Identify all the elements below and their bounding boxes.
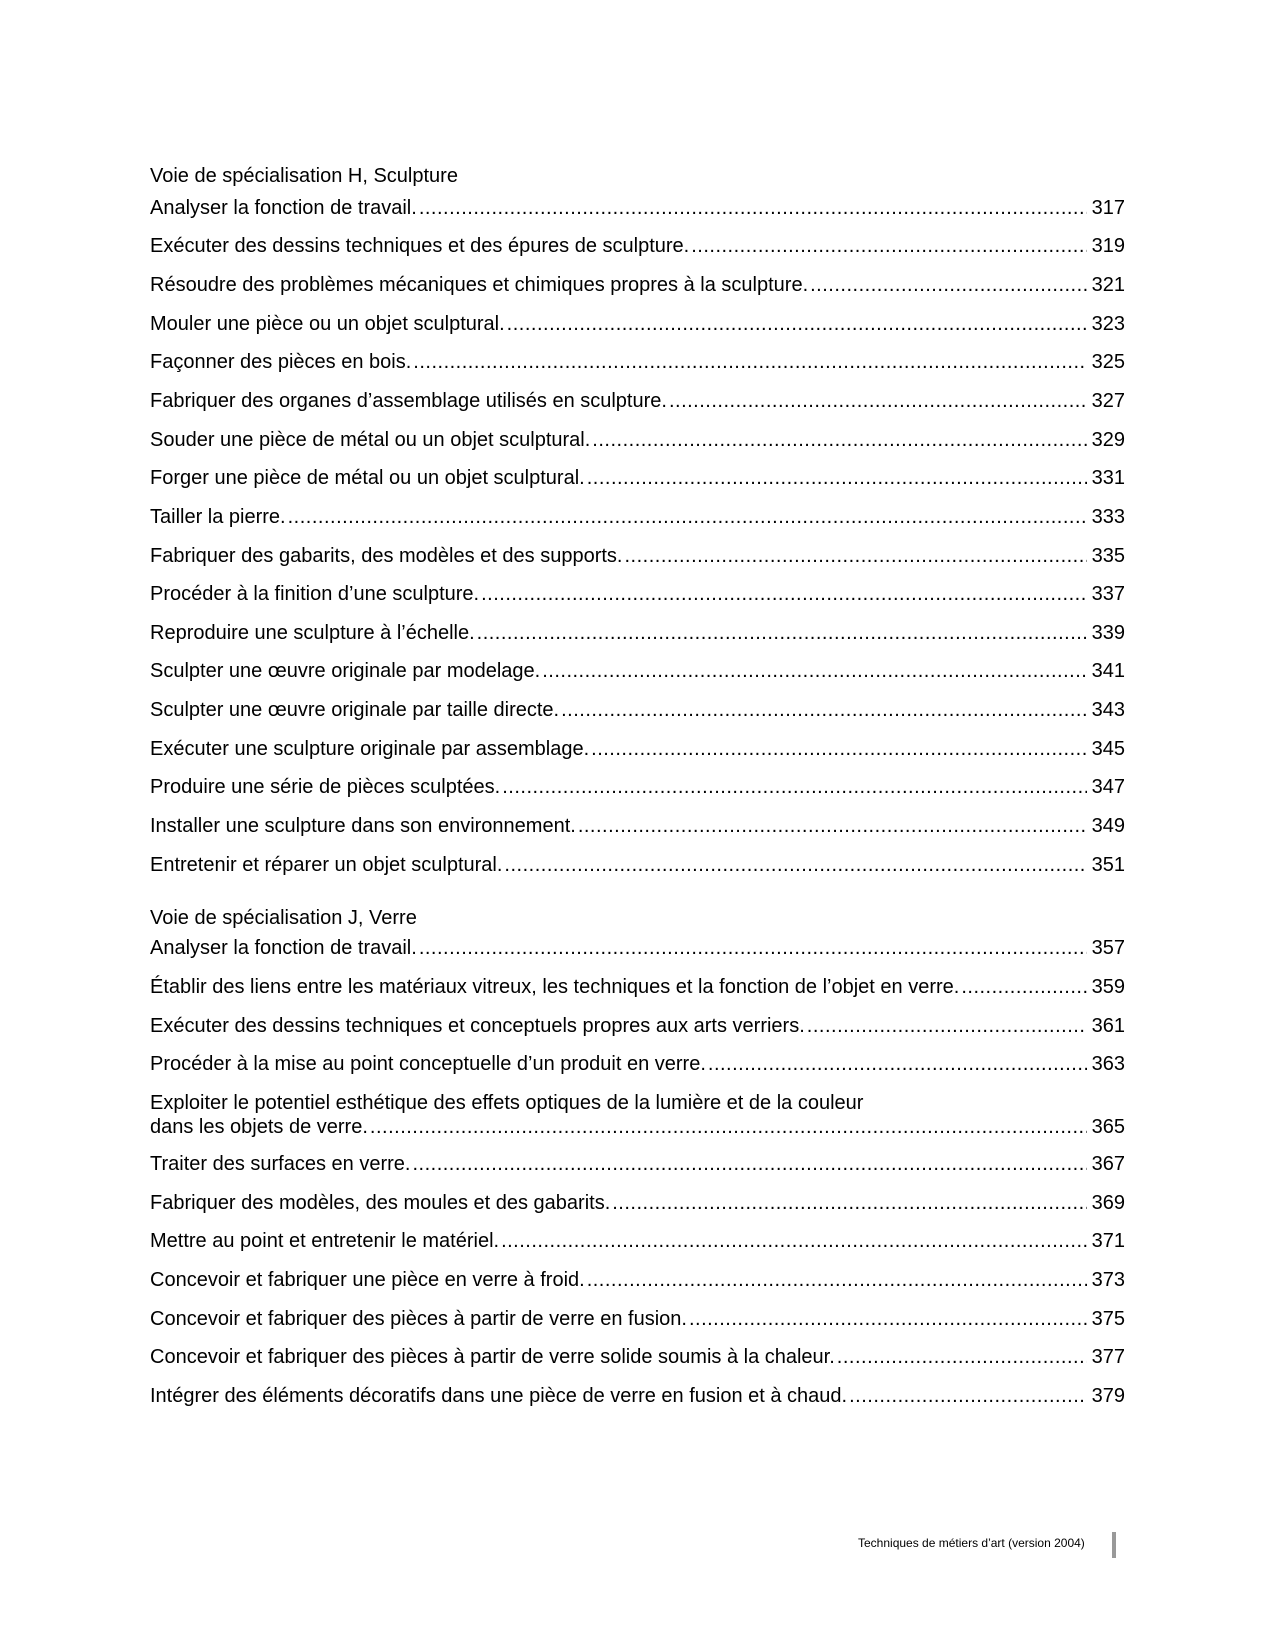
entry-title: Concevoir et fabriquer des pièces à partir de verre solide soumis à la chaleur. bbox=[150, 1346, 835, 1368]
toc-entry[interactable] bbox=[150, 582, 1125, 606]
section-heading-verre: Voie de spécialisation J, Verre bbox=[150, 907, 417, 929]
dot-leader bbox=[591, 737, 1087, 761]
entry-title: Concevoir et fabriquer des pièces à partir de verre en fusion. bbox=[150, 1308, 687, 1330]
entry-title: Forger une pièce de métal ou un objet sculptural. bbox=[150, 467, 585, 489]
entry-title: Exécuter une sculpture originale par assemblage. bbox=[150, 738, 590, 760]
entry-page: 363 bbox=[1091, 1053, 1125, 1075]
dot-leader bbox=[592, 428, 1087, 452]
entry-page: 337 bbox=[1091, 583, 1125, 605]
toc-entry[interactable] bbox=[150, 975, 1125, 999]
entry-title: Traiter des surfaces en verre. bbox=[150, 1153, 411, 1175]
toc-entry[interactable] bbox=[150, 775, 1125, 799]
entry-page: 357 bbox=[1091, 937, 1125, 959]
dot-leader bbox=[612, 1191, 1087, 1215]
toc-entry[interactable] bbox=[150, 814, 1125, 838]
entry-title: Installer une sculpture dans son environnement. bbox=[150, 815, 576, 837]
dot-leader bbox=[689, 1307, 1087, 1331]
toc-entry[interactable] bbox=[150, 698, 1125, 722]
dot-leader bbox=[502, 775, 1087, 799]
entry-title: Entretenir et réparer un objet sculptural. bbox=[150, 854, 503, 876]
dot-leader bbox=[578, 814, 1087, 838]
entry-page: 333 bbox=[1091, 506, 1125, 528]
entry-page: 335 bbox=[1091, 545, 1125, 567]
entry-page: 361 bbox=[1091, 1015, 1125, 1037]
dot-leader bbox=[849, 1384, 1087, 1408]
dot-leader bbox=[481, 582, 1087, 606]
entry-title: Fabriquer des gabarits, des modèles et des supports. bbox=[150, 545, 623, 567]
entry-title: Procéder à la mise au point conceptuelle d’un produit en verre. bbox=[150, 1053, 706, 1075]
dot-leader bbox=[288, 505, 1087, 529]
entry-page: 339 bbox=[1091, 622, 1125, 644]
entry-title: dans les objets de verre. bbox=[150, 1116, 368, 1138]
entry-page: 341 bbox=[1091, 660, 1125, 682]
toc-entry[interactable] bbox=[150, 737, 1125, 761]
entry-title: Fabriquer des organes d’assemblage utilisés en sculpture. bbox=[150, 390, 667, 412]
dot-leader bbox=[419, 936, 1087, 960]
toc-entry[interactable] bbox=[150, 505, 1125, 529]
toc-entry[interactable] bbox=[150, 196, 1125, 220]
entry-title: Sculpter une œuvre originale par taille directe. bbox=[150, 699, 560, 721]
entry-page: 379 bbox=[1091, 1385, 1125, 1407]
toc-entry[interactable] bbox=[150, 389, 1125, 413]
entry-title: Produire une série de pièces sculptées. bbox=[150, 776, 501, 798]
dot-leader bbox=[669, 389, 1087, 413]
dot-leader bbox=[542, 659, 1087, 683]
entry-title: Analyser la fonction de travail. bbox=[150, 197, 417, 219]
toc-entry[interactable] bbox=[150, 350, 1125, 374]
dot-leader bbox=[708, 1052, 1087, 1076]
entry-page: 367 bbox=[1091, 1153, 1125, 1175]
toc-entry[interactable] bbox=[150, 1152, 1125, 1176]
toc-entry[interactable] bbox=[150, 1091, 1125, 1139]
entry-page: 377 bbox=[1091, 1346, 1125, 1368]
dot-leader bbox=[807, 1014, 1087, 1038]
toc-entry[interactable] bbox=[150, 544, 1125, 568]
entry-page: 373 bbox=[1091, 1269, 1125, 1291]
entry-page: 325 bbox=[1091, 351, 1125, 373]
entry-title: Résoudre des problèmes mécaniques et chimiques propres à la sculpture. bbox=[150, 274, 809, 296]
entry-page: 321 bbox=[1091, 274, 1125, 296]
entry-title: Souder une pièce de métal ou un objet sculptural. bbox=[150, 429, 591, 451]
entry-title: Procéder à la finition d’une sculpture. bbox=[150, 583, 480, 605]
entry-page: 327 bbox=[1091, 390, 1125, 412]
entry-title: Analyser la fonction de travail. bbox=[150, 937, 417, 959]
entry-title: Mouler une pièce ou un objet sculptural. bbox=[150, 313, 505, 335]
footer-bar bbox=[1112, 1532, 1116, 1558]
toc-entry[interactable] bbox=[150, 1014, 1125, 1038]
toc-entry[interactable] bbox=[150, 853, 1125, 877]
dot-leader bbox=[477, 621, 1087, 645]
toc-entry[interactable] bbox=[150, 621, 1125, 645]
entry-title: Concevoir et fabriquer une pièce en verre à froid. bbox=[150, 1269, 585, 1291]
dot-leader bbox=[810, 273, 1087, 297]
entry-page: 323 bbox=[1091, 313, 1125, 335]
entry-page: 343 bbox=[1091, 699, 1125, 721]
entry-page: 331 bbox=[1091, 467, 1125, 489]
toc-entry[interactable] bbox=[150, 1191, 1125, 1215]
dot-leader bbox=[412, 1152, 1087, 1176]
entry-title: Exécuter des dessins techniques et des épures de sculpture. bbox=[150, 235, 690, 257]
entry-page: 319 bbox=[1091, 235, 1125, 257]
dot-leader bbox=[370, 1115, 1087, 1139]
toc-entry[interactable] bbox=[150, 659, 1125, 683]
dot-leader bbox=[837, 1345, 1087, 1369]
dot-leader bbox=[691, 234, 1087, 258]
dot-leader bbox=[624, 544, 1087, 568]
toc-entry[interactable] bbox=[150, 1384, 1125, 1408]
entry-title: Reproduire une sculpture à l’échelle. bbox=[150, 622, 475, 644]
dot-leader bbox=[507, 312, 1087, 336]
entry-page: 375 bbox=[1091, 1308, 1125, 1330]
dot-leader bbox=[587, 1268, 1087, 1292]
entry-title: Exécuter des dessins techniques et conceptuels propres aux arts verriers. bbox=[150, 1015, 805, 1037]
entry-page: 329 bbox=[1091, 429, 1125, 451]
footer-text: Techniques de métiers d’art (version 2004) bbox=[858, 1536, 1085, 1550]
entry-page: 365 bbox=[1091, 1116, 1125, 1138]
entry-title: Intégrer des éléments décoratifs dans une pièce de verre en fusion et à chaud. bbox=[150, 1385, 848, 1407]
entry-page: 349 bbox=[1091, 815, 1125, 837]
entry-title: Sculpter une œuvre originale par modelage. bbox=[150, 660, 541, 682]
entry-page: 347 bbox=[1091, 776, 1125, 798]
toc-entry[interactable] bbox=[150, 234, 1125, 258]
entry-page: 317 bbox=[1091, 197, 1125, 219]
entry-title-line1: Exploiter le potentiel esthétique des effets optiques de la lumière et de la couleur bbox=[150, 1092, 864, 1114]
entry-page: 369 bbox=[1091, 1192, 1125, 1214]
toc-entry[interactable] bbox=[150, 428, 1125, 452]
entry-title: Tailler la pierre. bbox=[150, 506, 286, 528]
entry-page: 351 bbox=[1091, 854, 1125, 876]
entry-page: 359 bbox=[1091, 976, 1125, 998]
dot-leader bbox=[504, 853, 1087, 877]
dot-leader bbox=[413, 350, 1087, 374]
dot-leader bbox=[561, 698, 1087, 722]
toc-entry[interactable] bbox=[150, 273, 1125, 297]
toc-entry[interactable] bbox=[150, 466, 1125, 490]
dot-leader bbox=[961, 975, 1087, 999]
entry-title: Façonner des pièces en bois. bbox=[150, 351, 412, 373]
toc-entry[interactable] bbox=[150, 312, 1125, 336]
toc-entry[interactable] bbox=[150, 1229, 1125, 1253]
section-heading-sculpture: Voie de spécialisation H, Sculpture bbox=[150, 165, 458, 187]
entry-title: Mettre au point et entretenir le matériel. bbox=[150, 1230, 500, 1252]
toc-entry[interactable] bbox=[150, 1052, 1125, 1076]
entry-title: Établir des liens entre les matériaux vitreux, les techniques et la fonction de l’objet en verre. bbox=[150, 976, 960, 998]
toc-entry[interactable] bbox=[150, 1307, 1125, 1331]
entry-page: 345 bbox=[1091, 738, 1125, 760]
toc-entry[interactable] bbox=[150, 936, 1125, 960]
dot-leader bbox=[419, 196, 1087, 220]
dot-leader bbox=[501, 1229, 1087, 1253]
toc-entry[interactable] bbox=[150, 1268, 1125, 1292]
dot-leader bbox=[587, 466, 1087, 490]
entry-title: Fabriquer des modèles, des moules et des gabarits. bbox=[150, 1192, 611, 1214]
entry-page: 371 bbox=[1091, 1230, 1125, 1252]
toc-entry[interactable] bbox=[150, 1345, 1125, 1369]
